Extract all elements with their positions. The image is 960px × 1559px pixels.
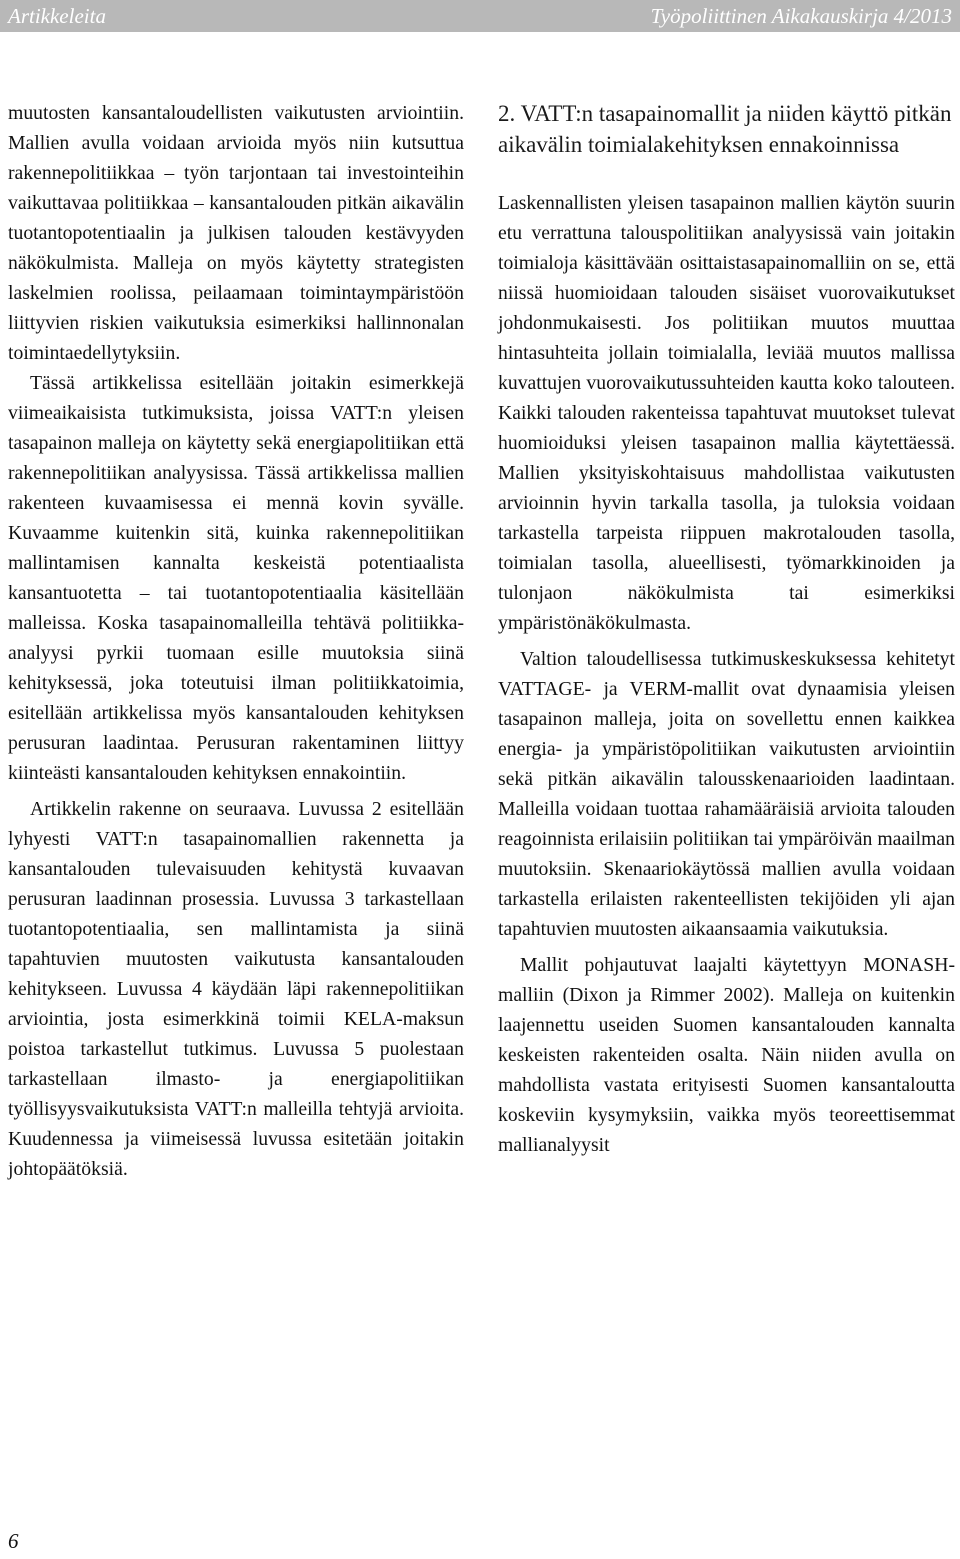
section-heading: 2. VATT:n tasapainomallit ja niiden käyttö pitkän aikavälin toimialakehityksen ennakoinnissa — [498, 101, 952, 157]
paragraph: Mallit pohjautuvat laajalti käytettyyn MONASH-malliin (Dixon ja Rimmer 2002). Malleja on kuitenkin laajennettu useiden Suomen kansantalouden kannalta keskeisten rakenteiden osalta. Näin niiden avulla on mahdollista vastata erityisesti Suomen kansantaloutta koskeviin kysymyksiin, vaikka myös teoreettisemmat mallianalyysit — [498, 954, 955, 1156]
paragraph: Artikkelin rakenne on seuraava. Luvussa 2 esitellään lyhyesti VATT:n tasapainomallien rakennetta ja kansantalouden tulevaisuuden kehitystä kuvaavan perusuran laadinnan prosessia. Luvussa 3 tarkastellaan tuotantopotentiaalia, sen mallintamista ja siinä tapahtuvien muutosten vaikutusta kansantalouden kehitykseen. Luvussa 4 käydään läpi rakennepolitiikan arviointia, josta esimerkkinä toimii KELA-maksun poistoa tarkastellut tutkimus. Luvussa 5 puolestaan tarkastellaan ilmasto- ja energiapolitiikan työllisyysvaikutuksista VATT:n malleilla tehtyjä arvioita. Kuudennessa ja viimeisessä luvussa esitetään joitakin johtopäätöksiä. — [8, 798, 464, 1180]
paragraph: Valtion taloudellisessa tutkimuskeskuksessa kehitetyt VATTAGE- ja VERM-mallit ovat dynaamisia yleisen tasapainon malleja, joita on sovellettu ennen kaikkea energia- ja ympäristöpolitiikan vaikutusten arviointiin sekä pitkän aikavälin talousskenaarioiden laadintaan. Malleilla voidaan tuottaa rahamääräisiä arvioita talouden reagoinnista erilaisiin politiikan tai ympäröivän maailman muutoksiin. Skenaariokäytössä mallien avulla voidaan tarkastella erilaisten rakenteellisten tekijöiden yli ajan tapahtuvien muutosten aikaansaamia vaikutuksia. — [498, 648, 955, 940]
paragraph: Laskennallisten yleisen tasapainon mallien käytön suurin etu verrattuna talouspolitiikan analyysissä vain joitakin toimialoja käsittävään osittaistasapainomalliin on se, että niissä huomioidaan talouden sisäiset vuorovaikutukset johdonmukaisesti. Jos politiikan muutos muuttaa hintasuhteita jollain toimialalla, leviää muutos mallissa kuvattujen vuorovaikutussuhteiden kautta koko talouteen. Kaikki talouden rakenteissa tapahtuvat muutokset tulevat huomioiduksi yleisen tasapainon mallia käytettäessä. Mallien yksityiskohtaisuus mahdollistaa vaikutusten arvioinnin hyvin tarkalla tasolla, ja tuloksia voidaan tarkastella tarpeista riippuen makrotalouden tasolla, toimialan tasolla, alueellisesti, työmarkkinoiden ja tulonjaon näkökulmista tai esimerkiksi ympäristönäkökulmasta. — [498, 192, 955, 634]
running-header — [0, 0, 960, 32]
journal-section-label: Artikkeleita — [8, 4, 106, 28]
page-number: 6 — [8, 1529, 19, 1553]
right-column — [498, 98, 955, 1160]
paragraph: Tässä artikkelissa esitellään joitakin esimerkkejä viimeaikaisista tutkimuksista, joissa VATT:n yleisen tasapainon malleja on käytetty sekä energiapolitiikan että rakennepolitiikan analyysissa. Tässä artikkelissa mallien rakenteen kuvaamisessa ei mennä kovin syvälle. Kuvaamme kuitenkin sitä, kuinka rakennepolitiikan mallintamisen kannalta keskeistä potentiaalista kansantuotetta – tai tuotantopotentiaalia käsitellään malleissa. Koska tasapainomalleilla tehtävä politiikka-analyysi pyrkii tuomaan esille muutoksia siinä kehityksessä, joka toteutuisi ilman politiikkatoimia, esitellään artikkelissa myös kansantalouden kehityksen perusuran laadintaa. Perusuran rakentaminen liittyy kiinteästi kansantalouden kehityksen ennakointiin. — [8, 372, 464, 784]
left-column — [8, 98, 464, 1184]
journal-issue-label: Työpoliittinen Aikakauskirja 4/2013 — [650, 4, 952, 28]
paragraph: muutosten kansantaloudellisten vaikutusten arviointiin. Mallien avulla voidaan arvioida myös niin kutsuttua rakennepolitiikkaa – työn tarjontaan tai investointeihin vaikuttavaa politiikkaa – kansantalouden pitkän aikavälin tuotantopotentiaalin ja julkisen talouden kestävyyden näkökulmista. Malleja on myös käytetty strategisten laskelmien roolissa, peilaamaan toimintaympäristöön liittyvien riskien vaikutuksia esimerkiksi hallinnonalan toimintaedellytyksiin. — [8, 102, 464, 364]
